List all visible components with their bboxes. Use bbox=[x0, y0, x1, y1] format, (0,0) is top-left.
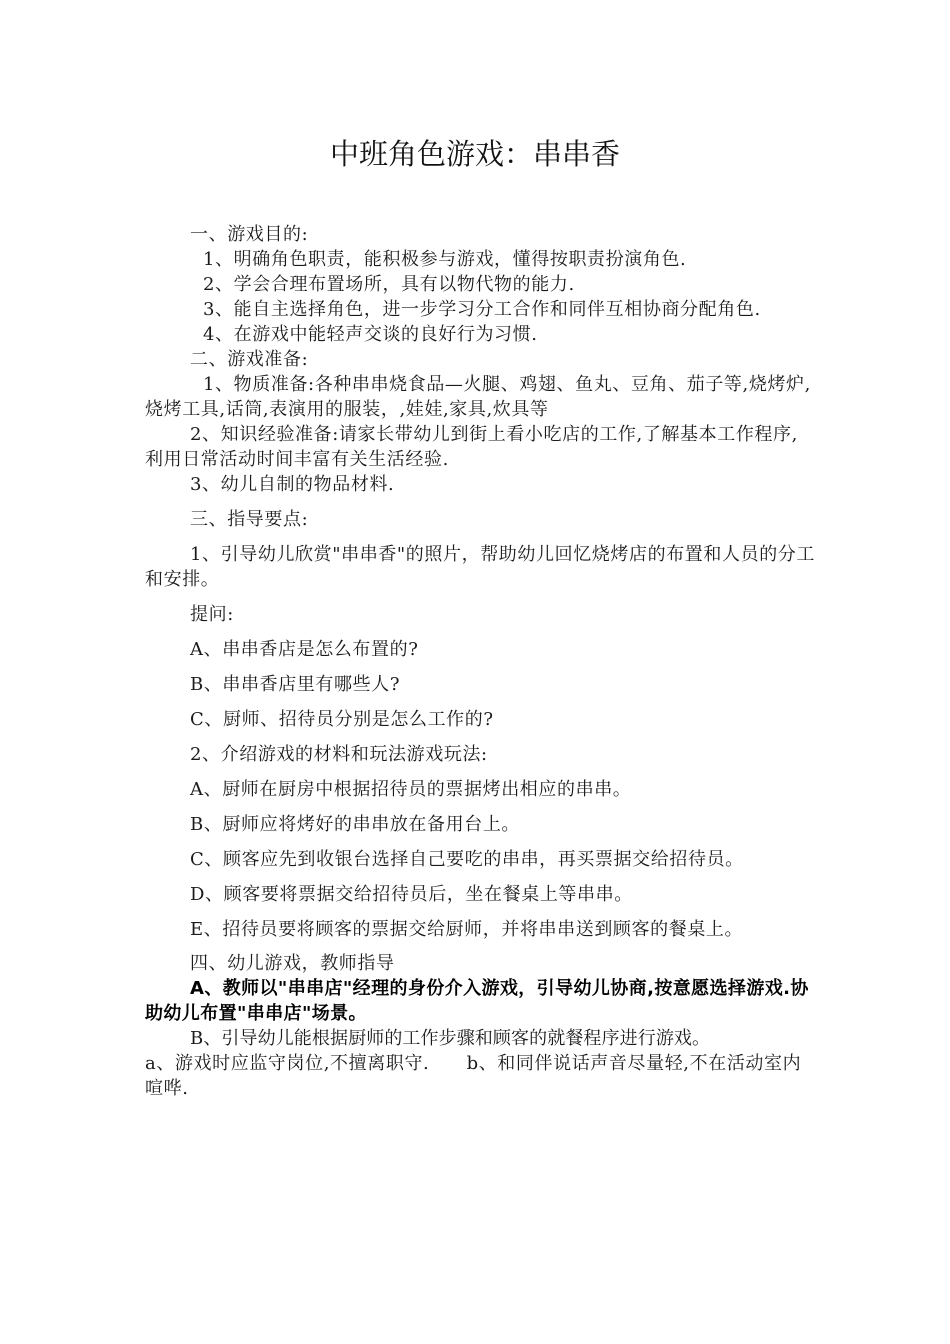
paragraph: B、引导幼儿能根据厨师的工作步骤和顾客的就餐程序进行游戏。 bbox=[190, 1028, 711, 1049]
document-body bbox=[145, 222, 815, 1101]
section-heading-guidance: 三、指导要点: bbox=[190, 509, 309, 530]
paragraph: E、招待员要将顾客的票据交给厨师，并将串串送到顾客的餐桌上。 bbox=[190, 919, 744, 940]
paragraph: B、串串香店里有哪些人? bbox=[190, 674, 401, 695]
paragraph: C、厨师、招待员分别是怎么工作的? bbox=[190, 709, 494, 730]
paragraph: D、顾客要将票据交给招待员后，坐在餐桌上等串串。 bbox=[190, 884, 633, 905]
paragraph: C、顾客应先到收银台选择自己要吃的串串，再买票据交给招待员。 bbox=[190, 849, 744, 870]
paragraph: 2、介绍游戏的材料和玩法游戏玩法: bbox=[190, 744, 488, 765]
paragraph: 1、引导幼儿欣赏"串串香"的照片，帮助幼儿回忆烧烤店的布置和人员的分工和安排。 bbox=[145, 544, 816, 590]
paragraph: 2、学会合理布置场所，具有以物代物的能力. bbox=[203, 274, 575, 295]
paragraph: a、游戏时应监守岗位,不擅离职守. b、和同伴说话声音尽量轻,不在活动室内喧哗. bbox=[145, 1053, 802, 1099]
paragraph: 4、在游戏中能轻声交谈的良好行为习惯. bbox=[203, 324, 538, 345]
page-title: 中班角色游戏：串串香 bbox=[329, 137, 620, 171]
section-heading-play: 四、幼儿游戏，教师指导 bbox=[190, 953, 395, 974]
paragraph-bold: A、教师以"串串店"经理的身份介入游戏，引导幼儿协商,按意愿选择游戏.协助幼儿布置"串串店"场景。 bbox=[145, 978, 809, 1024]
paragraph: 2、知识经验准备:请家长带幼儿到街上看小吃店的工作,了解基本工作程序,利用日常活动时间丰富有关生活经验. bbox=[145, 424, 798, 470]
paragraph: 提问: bbox=[190, 604, 234, 625]
paragraph: B、厨师应将烤好的串串放在备用台上。 bbox=[190, 814, 521, 835]
paragraph: 3、能自主选择角色，进一步学习分工合作和同伴互相协商分配角色. bbox=[203, 299, 761, 320]
paragraph: 1、明确角色职责，能积极参与游戏，懂得按职责扮演角色. bbox=[203, 249, 687, 270]
section-heading-preparation: 二、游戏准备: bbox=[190, 349, 309, 370]
paragraph: A、串串香店是怎么布置的? bbox=[190, 639, 419, 660]
paragraph: 3、幼儿自制的物品材料. bbox=[190, 474, 395, 495]
section-heading-goals: 一、游戏目的: bbox=[190, 224, 309, 245]
paragraph: 1、物质准备:各种串串烧食品—火腿、鸡翅、鱼丸、豆角、茄子等,烧烤炉,烧烤工具,话筒,表演用的服装，,娃娃,家具,炊具等 bbox=[145, 374, 811, 420]
paragraph: A、厨师在厨房中根据招待员的票据烤出相应的串串。 bbox=[190, 779, 632, 800]
